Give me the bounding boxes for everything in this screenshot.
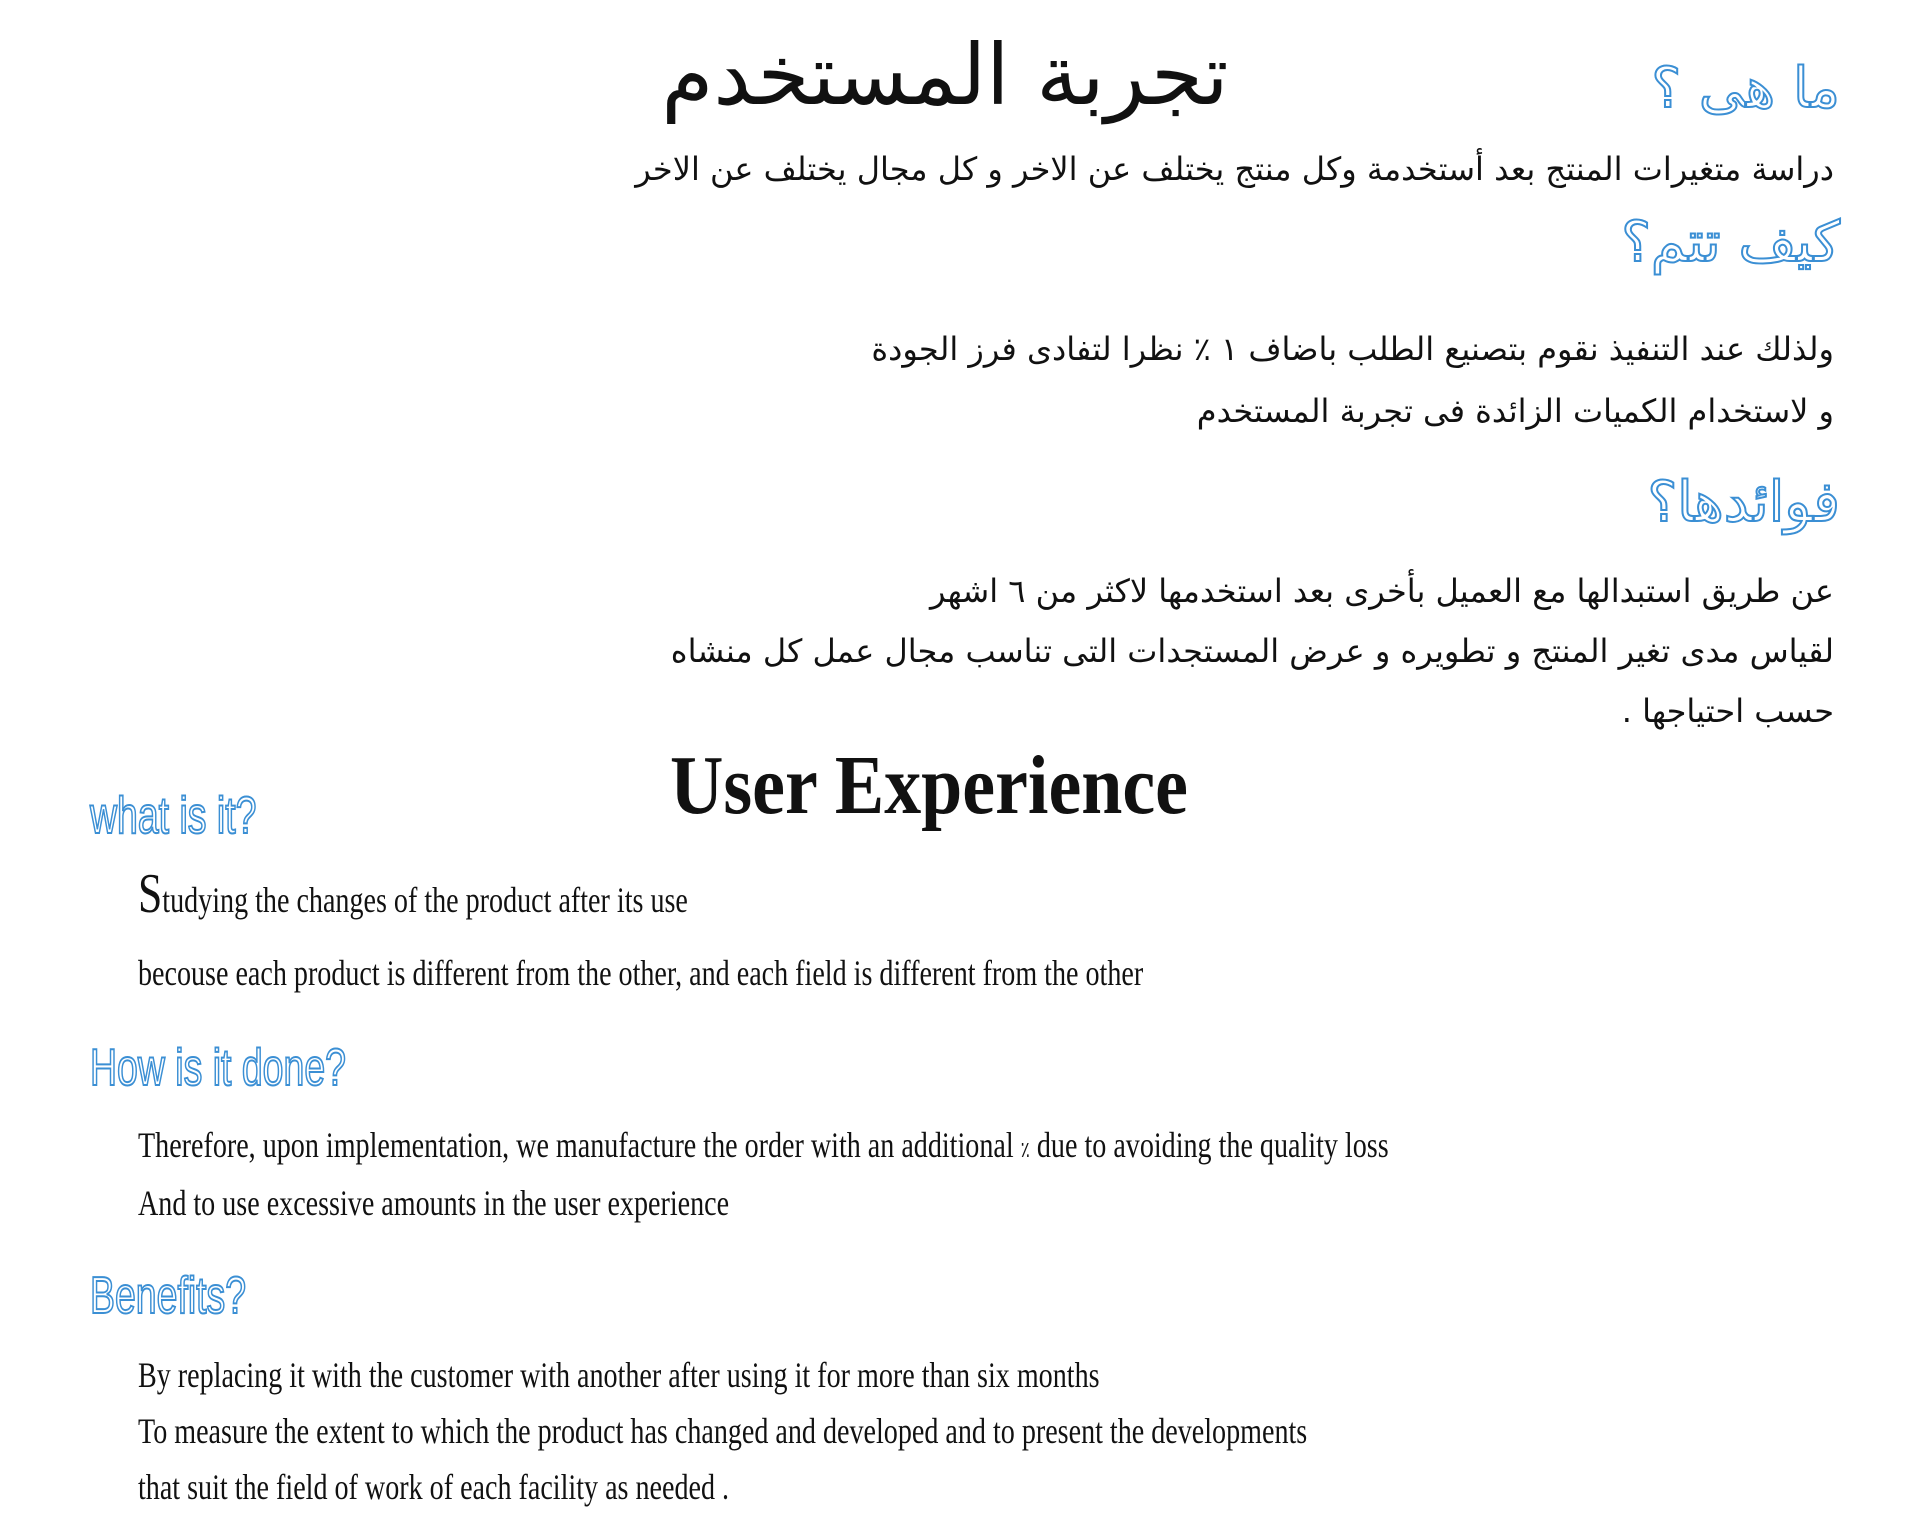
drop-cap: S: [138, 863, 163, 925]
arabic-benefits-line-2: لقياس مدى تغير المنتج و تطويره و عرض المستجدات التى تناسب مجال عمل كل منشاه: [670, 632, 1834, 670]
english-how-line-1: [138, 1124, 1389, 1166]
arabic-benefits-line-3: حسب احتياجها .: [1621, 692, 1834, 730]
percent-sign: ٪: [1020, 1137, 1030, 1162]
arabic-title: تجربة المستخدم: [661, 26, 1229, 124]
arabic-how-heading: كيف تتم؟: [1621, 210, 1840, 275]
english-benefits-line-3: that suit the field of work of each facility as needed .: [138, 1467, 730, 1507]
english-what-line-2: becouse each product is different from the other, and each field is different from the other: [138, 953, 1144, 993]
english-what-heading: what is it?: [90, 787, 257, 845]
arabic-how-line-2: و لاستخدام الكميات الزائدة فى تجربة المستخدم: [1196, 392, 1834, 430]
english-how-line-1-before: Therefore, upon implementation, we manufacture the order with an additional: [138, 1125, 1021, 1165]
arabic-benefits-heading: فوائدها؟: [1647, 470, 1840, 535]
english-how-heading: How is it done?: [90, 1039, 346, 1097]
arabic-what-heading: ما هى ؟: [1651, 56, 1840, 121]
arabic-benefits-line-1: عن طريق استبدالها مع العميل بأخرى بعد استخدمها لاكثر من ٦ اشهر: [930, 572, 1834, 610]
english-title: User Experience: [670, 739, 1188, 832]
english-what-line-1-text: tudying the changes of the product after its use: [162, 880, 688, 920]
english-benefits-line-2: To measure the extent to which the product has changed and developed and to present the developments: [138, 1411, 1308, 1451]
arabic-how-line-1: ولذلك عند التنفيذ نقوم بتصنيع الطلب باضاف ١ ٪ نظرا لتفادى فرز الجودة: [871, 330, 1834, 368]
english-benefits-heading: Benefits?: [90, 1267, 247, 1325]
arabic-what-text: دراسة متغيرات المنتج بعد أستخدمة وكل منتج يختلف عن الاخر و كل مجال يختلف عن الاخر: [635, 150, 1834, 188]
english-what-line-1: [138, 863, 688, 925]
english-how-line-1-after: due to avoiding the quality loss: [1029, 1125, 1389, 1165]
english-how-line-2: And to use excessive amounts in the user experience: [138, 1183, 730, 1223]
english-benefits-line-1: By replacing it with the customer with another after using it for more than six months: [138, 1355, 1100, 1395]
